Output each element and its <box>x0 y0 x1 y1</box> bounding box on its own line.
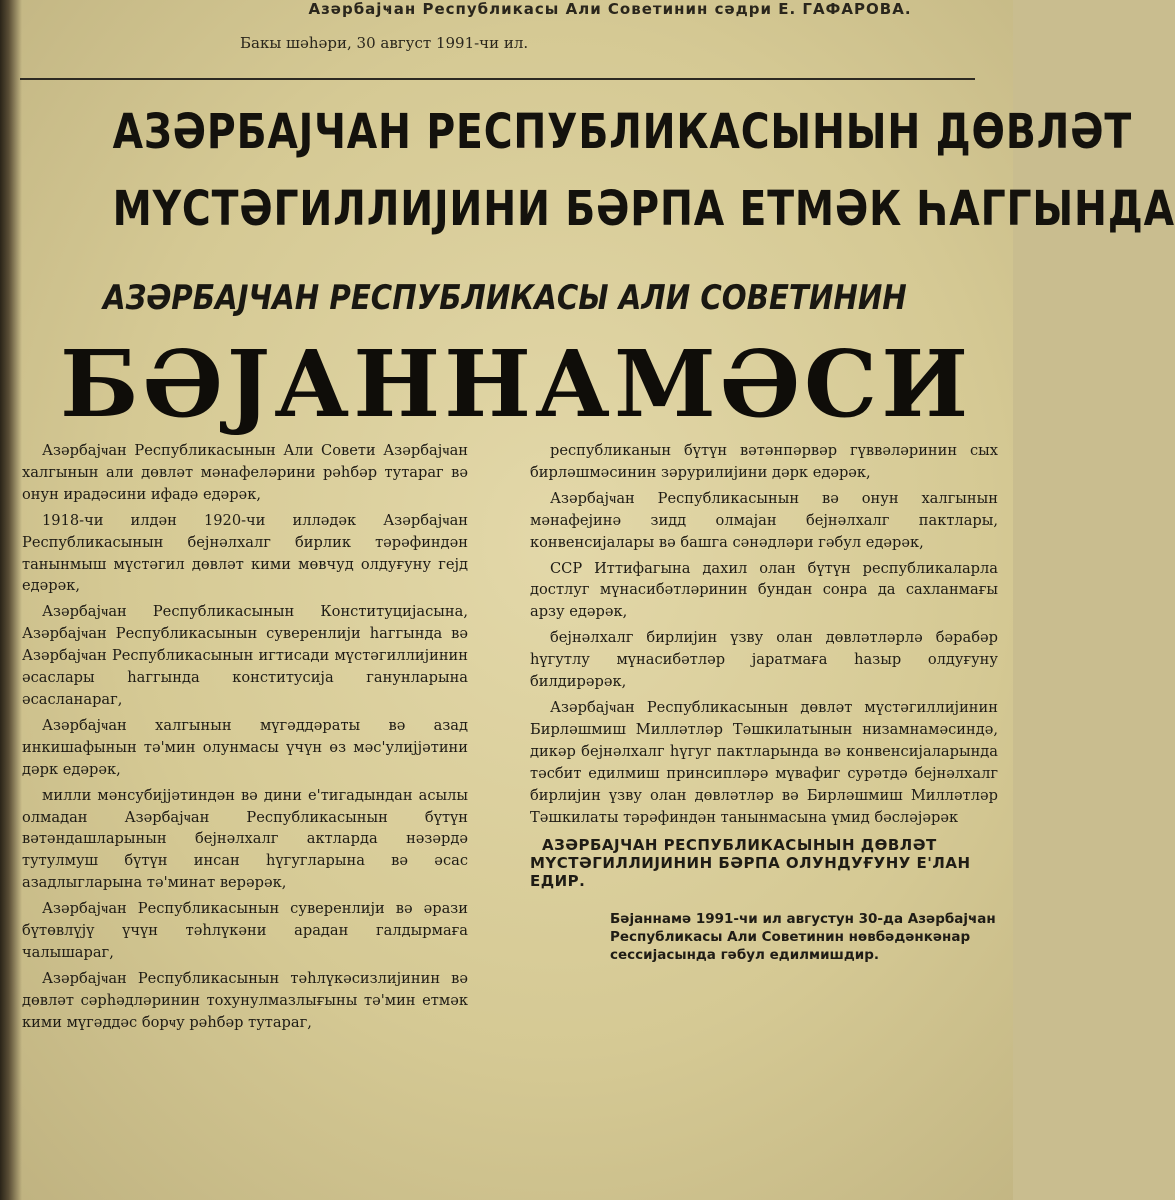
paragraph: Азәрбајҹан Республикасынын суверенлији вә әрази бүтөвлүјү үчүн тәһлүкәни арадан галдырмаға чалышараг, <box>22 900 468 961</box>
paragraph: республиканын бүтүн вәтәнпәрвәр гүввәләринин сых бирләшмәсинин зәрурилијини дәрк едәрәк, <box>530 442 998 481</box>
text-column-left <box>22 440 468 1038</box>
paragraph: бејнәлхалг бирлијин үзву олан дөвләтләрлә бәрабәр һүгутлу мүнасибәтләр јаратмаға һазыр олдуғуну билдирәрәк, <box>530 629 998 691</box>
proclamation: АЗӘРБАЈЧАН РЕСПУБЛИКАСЫНЫН ДӨВЛӘТ МҮСТӘГИЛЛИЈИНИН БӘРПА ОЛУНДУҒУНУ Е'ЛАН ЕДИР. <box>530 836 971 891</box>
document-title: БӘЈАННАМӘСИ <box>60 330 973 438</box>
headline-line-2: МҮСТӘГИЛЛИЈИНИ БӘРПА ЕТМӘК ҺАГГЫНДА <box>112 181 1175 237</box>
adoption-note: Бәјаннамә 1991-чи ил августун 30-да Азәрбајҹан Республикасы Али Советинин нөвбәдәнкәнар сессијасында гәбул едилмишдир. <box>610 911 996 964</box>
page-fold-shadow <box>0 0 22 1200</box>
dateline: Бакы шәһәри, 30 август 1991-чи ил. <box>240 34 529 52</box>
paragraph: Азәрбајҹан Республикасынын Али Совети Азәрбајҹан халгынын али дөвләт мәнафеләрини рәһбәр тутараг вә онун ирадәсини ифадә едәрәк, <box>22 442 468 503</box>
paragraph: Азәрбајҹан халгынын мүгәддәраты вә азад инкишафынын тә'мин олунмасы үчүн өз мәс'улијјәтини дәрк едәрәк, <box>22 716 468 778</box>
subheadline: АЗӘРБАЈЧАН РЕСПУБЛИКАСЫ АЛИ СОВЕТИНИН <box>103 278 907 318</box>
paragraph: Азәрбајҹан Республикасынын Конституцијасына, Азәрбајҹан Республикасынын суверенлији һаггында вә Азәрбајҹан Республикасынын игтисади мүстәгиллијинин әсаслары һаггында конститусија ганунларына әсасланараг, <box>22 603 468 708</box>
paragraph: ССР Иттифагына дахил олан бүтүн республикаларла достлуг мүнасибәтләринин бундан сонра да сахланмағы арзу едәрәк, <box>530 559 998 621</box>
paragraph: милли мәнсубијјәтиндән вә дини е'тигадындан асылы олмадан Азәрбајҹан Республикасынын бүтүн вәтәндашларынын бејнәлхалг актларда нәзәрдә тутулмуш бүтүн инсан һүгугларына вә әсас азадлыгларына тә'минат верәрәк, <box>22 786 468 892</box>
header-rule <box>20 78 975 80</box>
paragraph: Азәрбајҹан Республикасынын вә онун халгынын мәнафејинә зидд олмајан бејнәлхалг пактлары, конвенсијалары вә башга сәнәдләри гәбул едәрәк, <box>530 489 998 551</box>
headline-line-1: АЗӘРБАЈЧАН РЕСПУБЛИКАСЫНЫН ДӨВЛӘТ <box>112 104 1133 160</box>
paragraph: Азәрбајҹан Республикасынын тәһлүкәсизлијинин вә дөвләт сәрһәдләринин тохунулмазлығыны тә'мин етмәк кими мүгәддәс борҹу рәһбәр тутараг, <box>22 969 468 1031</box>
paragraph: Азәрбајҹан Республикасынын дөвләт мүстәгиллијинин Бирләшмиш Милләтләр Тәшкилатынын низамнамәсиндә, дикәр бејнәлхалг һүгуг пактларында вә конвенсијаларында тәсбит едилмиш принсипләрә мүвафиг сурәтдә бејнәлхалг бирлијин үзву олан дөвләтләр вә Бирләшмиш Милләтләр Тәшкилаты тәрәфиндән танынмасына үмид бәсләјәрәк <box>530 698 998 826</box>
signature-line: Азәрбајҹан Республикасы Али Советинин сәдри Е. ГАФАРОВА. <box>308 0 912 18</box>
paragraph: 1918-чи илдән 1920-чи илләдәк Азәрбајҹан Республикасынын бејнәлхалг бирлик тәрәфиндән танынмыш мүстәгил дөвләт кими мөвчуд олдуғуну гејд едәрәк, <box>22 511 468 595</box>
text-column-right <box>530 440 998 964</box>
